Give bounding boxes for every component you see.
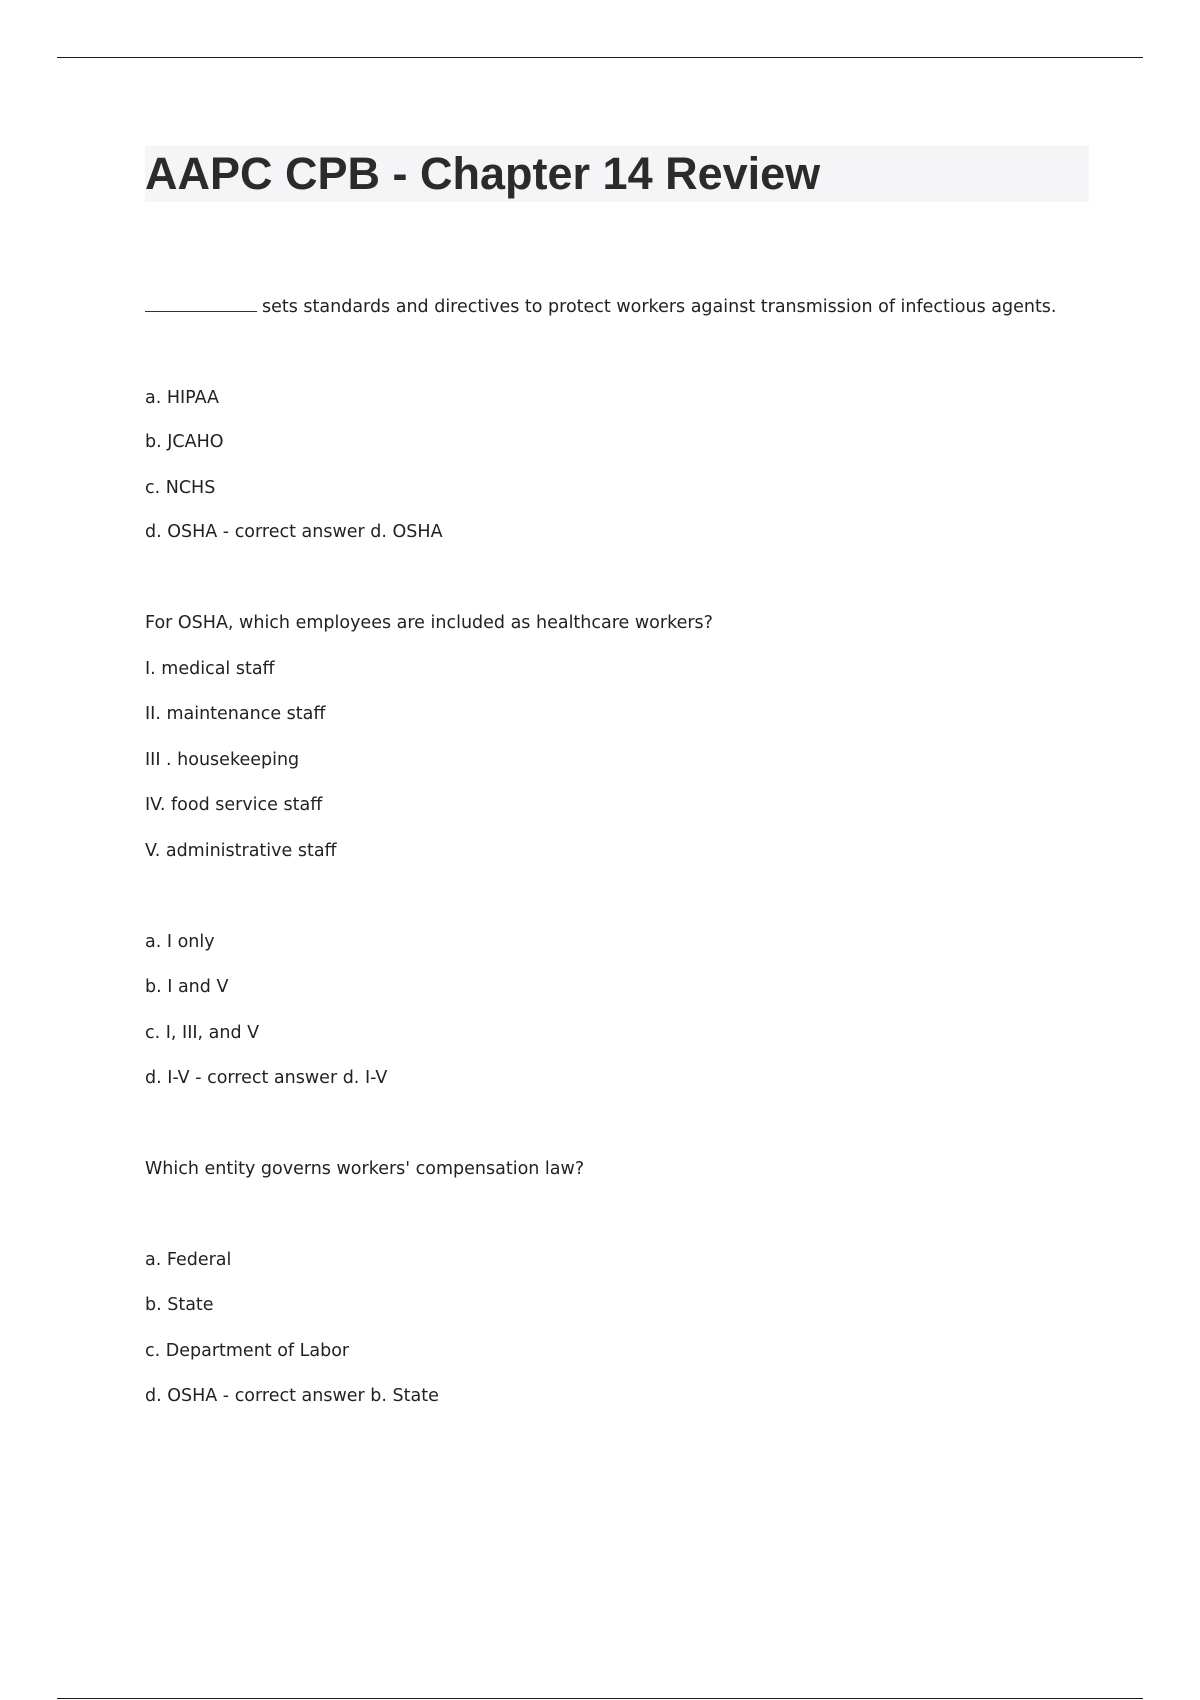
answer-option: c. NCHS — [145, 478, 216, 498]
answer-option: a. Federal — [145, 1250, 232, 1270]
page-title: AAPC CPB - Chapter 14 Review — [145, 148, 821, 199]
answer-option: a. HIPAA — [145, 388, 220, 408]
header-rule — [57, 57, 1143, 58]
footer-rule — [57, 1698, 1143, 1699]
question-stem — [145, 295, 1056, 319]
roman-list-item: IV. food service staff — [145, 795, 323, 815]
roman-list-item: III . housekeeping — [145, 750, 300, 770]
roman-list-item: II. maintenance staff — [145, 704, 326, 724]
answer-option: a. I only — [145, 932, 215, 952]
roman-list-item: V. administrative staff — [145, 841, 337, 861]
answer-option: b. JCAHO — [145, 432, 224, 452]
answer-option-with-answer: d. OSHA - correct answer d. OSHA — [145, 522, 443, 542]
fill-in-blank — [145, 311, 257, 312]
answer-option-with-answer: d. I-V - correct answer d. I-V — [145, 1068, 388, 1088]
question-stem: Which entity governs workers' compensation law? — [145, 1159, 585, 1179]
answer-option: c. I, III, and V — [145, 1023, 260, 1043]
answer-option: b. I and V — [145, 977, 229, 997]
question-stem: For OSHA, which employees are included as healthcare workers? — [145, 613, 713, 633]
answer-option: b. State — [145, 1295, 214, 1315]
answer-option: c. Department of Labor — [145, 1341, 350, 1361]
question-stem-text: sets standards and directives to protect workers against transmission of infectious agents. — [262, 297, 1057, 317]
answer-option-with-answer: d. OSHA - correct answer b. State — [145, 1386, 439, 1406]
roman-list-item: I. medical staff — [145, 659, 275, 679]
